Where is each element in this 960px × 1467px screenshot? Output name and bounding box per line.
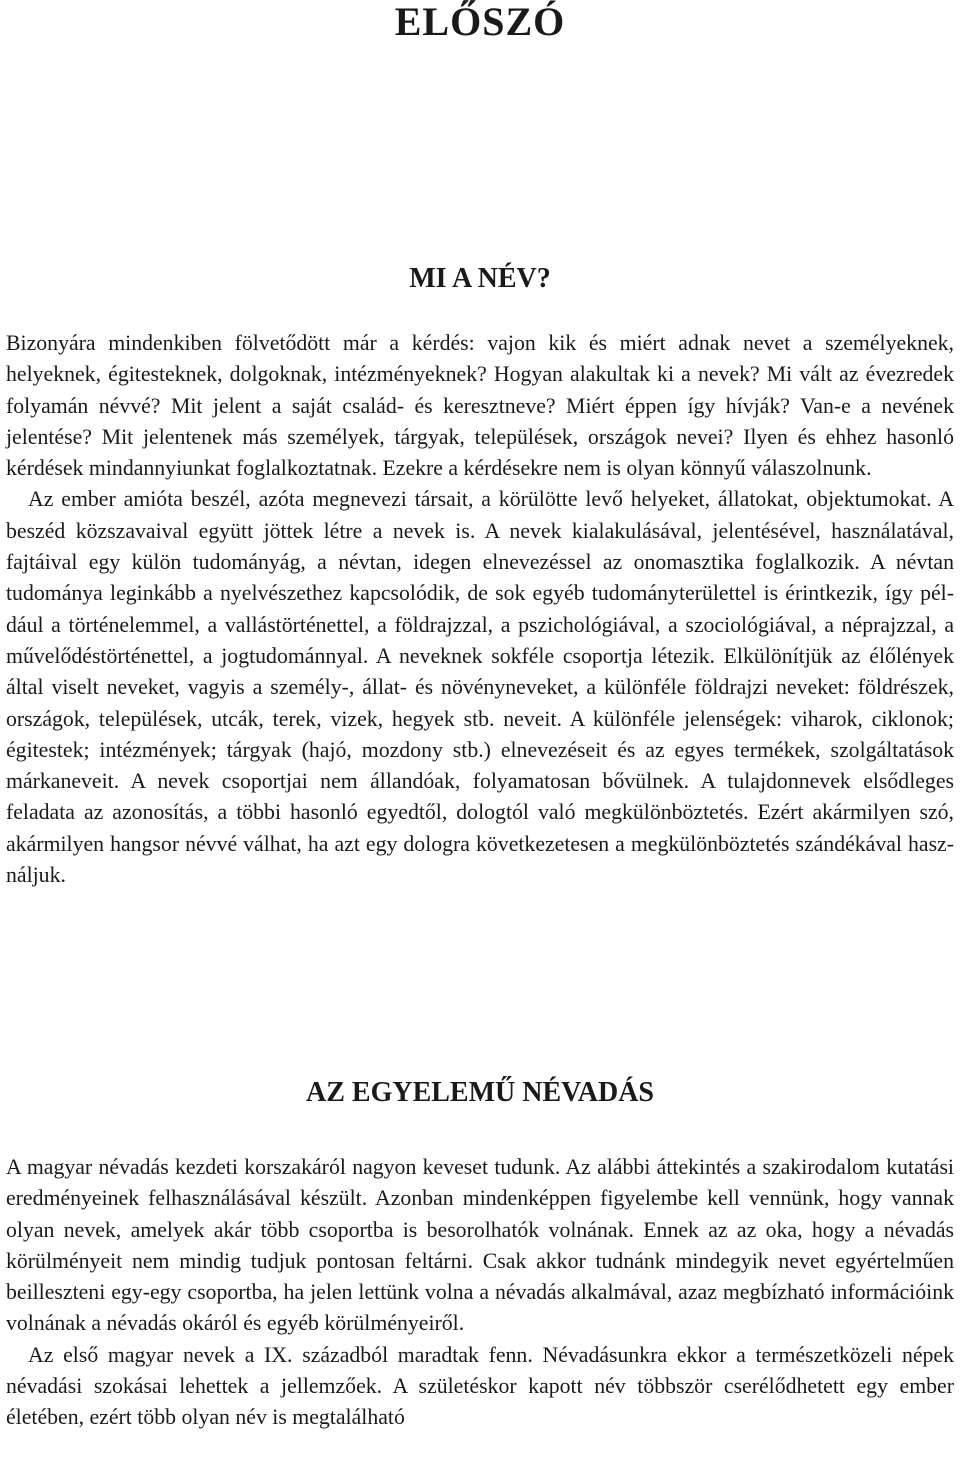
page-title: ELŐSZÓ <box>394 0 566 44</box>
paragraph: A magyar névadás kezdeti korszakáról nagyon keveset tudunk. Az alábbi áttekintés a szakirodalom kutatási eredményeinek felhasználásával készült. Azonban mindenképpen figyelembe kell vennünk, hogy vannak olyan nevek, amelyek akár több csoportba is besorolhatók volnának. Ennek az az oka, hogy a névadás körülményeit nem mindig tudjuk pontosan feltárni. Csak akkor tudnánk mindegyik nevet egyértelműen beilleszteni egy-egy csoportba, ha jelen lettünk volna a névadás alkalmával, azaz megbízható információink volnának a névadás okáról és egyéb körülményeiről. <box>6 1155 954 1336</box>
paragraph: Bizonyára mindenkiben fölvetődött már a kérdés: vajon kik és miért adnak nevet a személyeknek, helyeknek, égitesteknek, dolgoknak, intézményeknek? Hogyan alakultak ki a nevek? Mi vált az évezredek folyamán névvé? Mit jelent a saját család- és keresztneve? Miért éppen így hívják? Van-e a nevének jelentése? Mit jelentenek más személyek, tárgyak, települések, országok nevei? Ilyen és ehhez hasonló kérdések mindannyiunkat foglalkoztatnak. Ezekre a kérdésekre nem is olyan könnyű válaszolnunk. <box>6 331 954 481</box>
section-body-egyelemu-nevadas <box>6 1152 954 1434</box>
paragraph: Az első magyar nevek a IX. századból maradtak fenn. Névadásunkra ekkor a természetközeli népek névadási szokásai lehettek a jellemzőek. A születéskor kapott név többször cserélődhetett egy ember életében, ezért több olyan név is megtalálható <box>6 1342 954 1430</box>
section-body-mi-a-nev <box>6 328 954 891</box>
section-heading-mi-a-nev: MI A NÉV? <box>409 263 551 294</box>
paragraph: Az ember amióta beszél, azóta megnevezi társait, a körülötte levő helyeket, állatokat, objektumokat. A beszéd közszavaival együtt jöttek létre a nevek is. A nevek kialakulásával, jelentésével, használatával, fajtáival egy külön tudományág, a névtan, idegen elnevezéssel az onomasztika foglalkozik. A névtan tudománya leginkább a nyelvészethez kapcsolódik, de sok egyéb tudományterülettel is érintkezik, így például a történelemmel, a vallástörténettel, a földrajzzal, a pszichológiával, a szociológiával, a néprajzzal, a művelődéstörténettel, a jogtudománnyal. A neveknek sokféle csoportja létezik. Elkülönítjük az élőlények által viselt neveket, vagyis a személy-, állat- és növényneveket, a különféle földrajzi neveket: földrészek, országok, települések, utcák, terek, vizek, hegyek stb. neveit. A különféle jelenségek: viharok, ciklonok; égitestek; intézmények; tárgyak (hajó, mozdony stb.) elnevezéseit és az egyes termékek, szolgáltatások márkaneveit. A nevek csoportjai nem állandóak, folyamatosan bővülnek. A tulajdonnevek elsődleges feladata az azonosítás, a többi hasonló egyedtől, dologtól való megkülönböztetés. Ezért akármilyen szó, akármilyen hangsor névvé válhat, ha azt egy dologra következetesen a megkülönböztetés szándékával használjuk. <box>6 487 954 888</box>
section-heading-egyelemu-nevadas: AZ EGYELEMŰ NÉVADÁS <box>306 1077 654 1108</box>
